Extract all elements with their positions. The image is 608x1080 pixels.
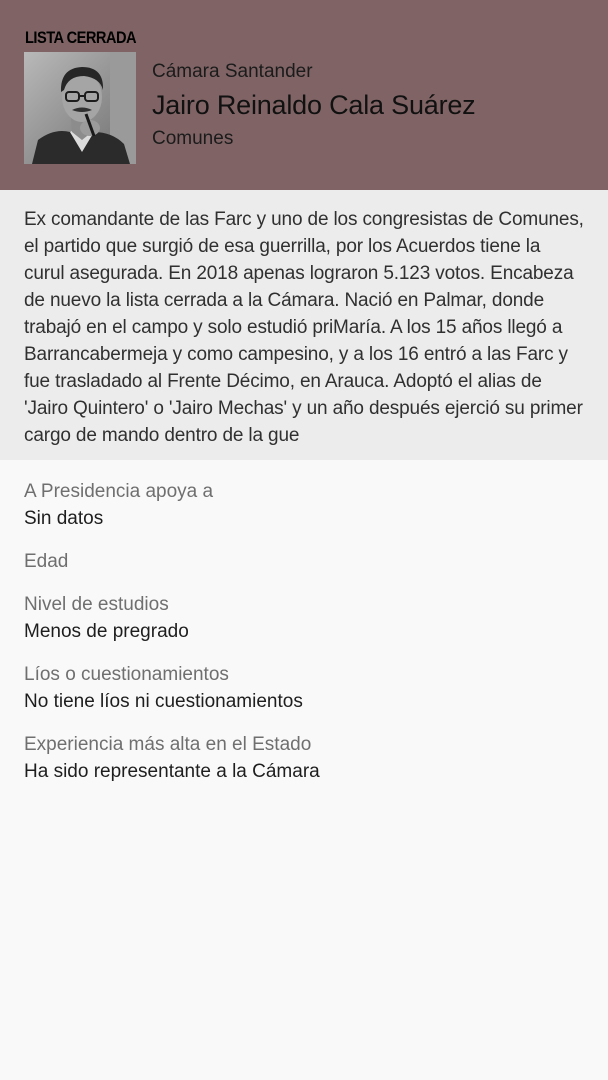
candidate-photo [24,52,136,164]
fact-value: Ha sido representante a la Cámara [24,761,320,782]
chamber-region: Cámara Santander [152,61,313,82]
fact-value: Menos de pregrado [24,621,189,642]
fact-value: No tiene líos ni cuestionamientos [24,691,303,712]
fact-label: Líos o cuestionamientos [24,664,229,685]
fact-label: Nivel de estudios [24,594,169,615]
fact-value: Sin datos [24,508,104,529]
candidate-portrait-image [24,52,136,164]
facts-list [0,460,608,785]
candidate-name: Jairo Reinaldo Cala Suárez [152,90,476,120]
fact-age [24,548,584,575]
fact-label: Experiencia más alta en el Estado [24,734,312,755]
candidate-header [0,0,608,190]
biography-text: Ex comandante de las Farc y uno de los congresistas de Comunes, el partido que surgió de esa guerrilla, por los Acuerdos tiene la curul asegurada. En 2018 apenas lograron 5.123 votos. Encabeza de nuevo la lista cerrada a la Cámara. Nació en Palmar, donde trabajó en el campo y solo estudió priMaría. A los 15 años llegó a Barrancabermeja y como campesino, y a los 16 entró a las Farc y fue trasladado al Frente Décimo, en Arauca. Adoptó el alias de 'Jairo Quintero' o 'Jairo Mechas' y un año después ejerció su primer cargo de mando dentro de la gue [24,209,584,446]
candidate-meta [152,58,475,153]
fact-education [24,591,584,645]
fact-label: Edad [24,551,69,572]
party-name: Comunes [152,128,234,149]
fact-presidential-support [24,478,584,532]
fact-label: A Presidencia apoya a [24,481,214,502]
list-type-tag: LISTA CERRADA [25,28,137,47]
fact-controversies [24,661,584,715]
fact-state-experience [24,731,584,785]
biography-section [0,190,608,460]
